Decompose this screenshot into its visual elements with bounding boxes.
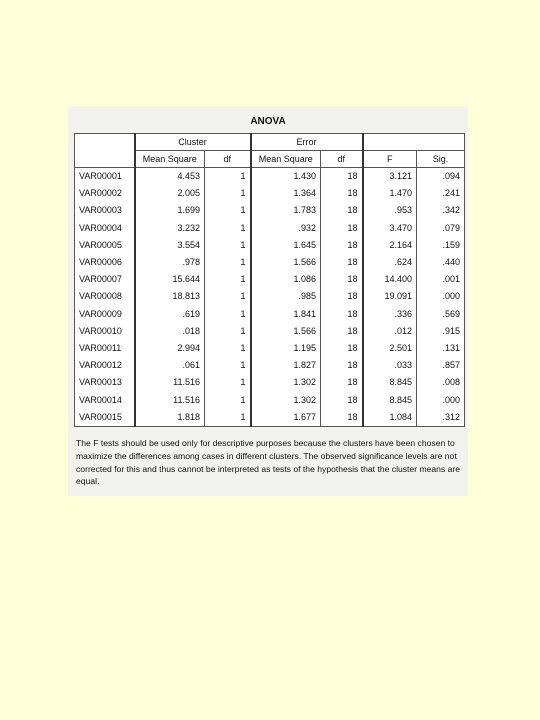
cell-cluster-mean-square: 18.813: [135, 288, 205, 305]
cell-f: .012: [363, 323, 417, 340]
table-row: [75, 391, 465, 408]
row-variable-label: VAR00006: [75, 254, 135, 271]
cell-sig: .079: [417, 220, 465, 237]
cell-f: 3.470: [363, 220, 417, 237]
cell-f: 2.501: [363, 340, 417, 357]
row-label-header: [75, 134, 135, 168]
cell-error-mean-square: 1.566: [251, 254, 321, 271]
cell-error-mean-square: 1.566: [251, 323, 321, 340]
cell-cluster-df: 1: [205, 254, 251, 271]
row-variable-label: VAR00004: [75, 220, 135, 237]
cell-error-mean-square: 1.645: [251, 237, 321, 254]
cell-error-mean-square: 1.302: [251, 391, 321, 408]
cell-error-df: 18: [321, 185, 363, 202]
row-variable-label: VAR00015: [75, 409, 135, 427]
row-variable-label: VAR00003: [75, 202, 135, 219]
row-variable-label: VAR00013: [75, 374, 135, 391]
table-row: [75, 168, 465, 186]
table-row: [75, 237, 465, 254]
row-variable-label: VAR00010: [75, 323, 135, 340]
cell-sig: .569: [417, 306, 465, 323]
table-row: [75, 323, 465, 340]
cell-cluster-mean-square: 15.644: [135, 271, 205, 288]
cell-cluster-df: 1: [205, 357, 251, 374]
col-header-error-mean-square: Mean Square: [251, 151, 321, 168]
cell-f: 1.470: [363, 185, 417, 202]
cell-error-mean-square: 1.841: [251, 306, 321, 323]
cell-cluster-mean-square: 11.516: [135, 391, 205, 408]
cell-error-df: 18: [321, 220, 363, 237]
cell-sig: .000: [417, 288, 465, 305]
cell-cluster-df: 1: [205, 374, 251, 391]
row-variable-label: VAR00001: [75, 168, 135, 186]
table-title: ANOVA: [250, 116, 286, 127]
error-group-header: Error: [251, 134, 363, 151]
cell-error-mean-square: 1.195: [251, 340, 321, 357]
cell-cluster-df: 1: [205, 271, 251, 288]
footnote: The F tests should be used only for descriptive purposes because the clusters have been chosen to maximize the differences among cases in different clusters. The observed significance levels are not corrected for this and thus cannot be interpreted as tests of the hypothesis that the cluster means are equal.: [76, 438, 461, 487]
cell-cluster-df: 1: [205, 237, 251, 254]
cell-cluster-mean-square: 2.005: [135, 185, 205, 202]
cell-f: 2.164: [363, 237, 417, 254]
col-header-cluster-df: df: [205, 151, 251, 168]
cell-sig: .342: [417, 202, 465, 219]
row-variable-label: VAR00011: [75, 340, 135, 357]
cell-error-df: 18: [321, 288, 363, 305]
group-header-row: [75, 134, 465, 151]
table-row: [75, 340, 465, 357]
col-header-f: F: [363, 151, 417, 168]
cell-cluster-df: 1: [205, 409, 251, 427]
cell-error-df: 18: [321, 357, 363, 374]
cell-f: 8.845: [363, 391, 417, 408]
cell-sig: .440: [417, 254, 465, 271]
cell-sig: .915: [417, 323, 465, 340]
cluster-group-header: Cluster: [135, 134, 251, 151]
cell-sig: .159: [417, 237, 465, 254]
cell-cluster-mean-square: 3.554: [135, 237, 205, 254]
cell-f: 1.084: [363, 409, 417, 427]
cell-error-df: 18: [321, 306, 363, 323]
table-row: [75, 374, 465, 391]
row-variable-label: VAR00009: [75, 306, 135, 323]
table-row: [75, 220, 465, 237]
anova-table-body: [75, 168, 465, 427]
cell-cluster-df: 1: [205, 220, 251, 237]
cell-cluster-df: 1: [205, 306, 251, 323]
cell-error-mean-square: .985: [251, 288, 321, 305]
cell-cluster-df: 1: [205, 168, 251, 186]
row-variable-label: VAR00012: [75, 357, 135, 374]
cell-error-mean-square: 1.364: [251, 185, 321, 202]
cell-cluster-mean-square: .018: [135, 323, 205, 340]
cell-f: .336: [363, 306, 417, 323]
cell-cluster-mean-square: 1.699: [135, 202, 205, 219]
cell-error-df: 18: [321, 168, 363, 186]
cell-sig: .857: [417, 357, 465, 374]
cell-sig: .001: [417, 271, 465, 288]
cell-cluster-df: 1: [205, 202, 251, 219]
cell-error-mean-square: 1.827: [251, 357, 321, 374]
cell-f: 19.091: [363, 288, 417, 305]
cell-f: 14.400: [363, 271, 417, 288]
cell-sig: .241: [417, 185, 465, 202]
row-variable-label: VAR00014: [75, 391, 135, 408]
cell-error-mean-square: 1.086: [251, 271, 321, 288]
cell-sig: .094: [417, 168, 465, 186]
cell-error-df: 18: [321, 202, 363, 219]
cell-sig: .008: [417, 374, 465, 391]
table-row: [75, 306, 465, 323]
cell-error-df: 18: [321, 374, 363, 391]
cell-f: .953: [363, 202, 417, 219]
cell-error-mean-square: 1.302: [251, 374, 321, 391]
cell-cluster-df: 1: [205, 391, 251, 408]
anova-table: [74, 133, 465, 427]
f-sig-group-header: [363, 134, 465, 151]
cell-f: 3.121: [363, 168, 417, 186]
row-variable-label: VAR00008: [75, 288, 135, 305]
cell-error-df: 18: [321, 237, 363, 254]
cell-error-mean-square: 1.677: [251, 409, 321, 427]
cell-f: .624: [363, 254, 417, 271]
cell-cluster-mean-square: 1.818: [135, 409, 205, 427]
cell-cluster-mean-square: 4.453: [135, 168, 205, 186]
cell-error-df: 18: [321, 340, 363, 357]
cell-error-df: 18: [321, 323, 363, 340]
col-header-error-df: df: [321, 151, 363, 168]
cell-cluster-mean-square: 11.516: [135, 374, 205, 391]
cell-error-mean-square: 1.783: [251, 202, 321, 219]
cell-error-df: 18: [321, 409, 363, 427]
cell-error-df: 18: [321, 254, 363, 271]
table-row: [75, 202, 465, 219]
cell-f: 8.845: [363, 374, 417, 391]
anova-output-panel: [68, 106, 468, 496]
cell-error-mean-square: .932: [251, 220, 321, 237]
cell-error-mean-square: 1.430: [251, 168, 321, 186]
table-row: [75, 271, 465, 288]
cell-cluster-mean-square: 2.994: [135, 340, 205, 357]
table-row: [75, 185, 465, 202]
cell-cluster-df: 1: [205, 185, 251, 202]
cell-cluster-df: 1: [205, 340, 251, 357]
cell-sig: .312: [417, 409, 465, 427]
row-variable-label: VAR00002: [75, 185, 135, 202]
table-row: [75, 254, 465, 271]
cell-error-df: 18: [321, 271, 363, 288]
cell-sig: .000: [417, 391, 465, 408]
cell-cluster-mean-square: .061: [135, 357, 205, 374]
col-header-cluster-mean-square: Mean Square: [135, 151, 205, 168]
cell-sig: .131: [417, 340, 465, 357]
cell-cluster-mean-square: .619: [135, 306, 205, 323]
table-row: [75, 288, 465, 305]
table-row: [75, 357, 465, 374]
cell-cluster-df: 1: [205, 288, 251, 305]
table-row: [75, 409, 465, 427]
cell-cluster-df: 1: [205, 323, 251, 340]
row-variable-label: VAR00007: [75, 271, 135, 288]
row-variable-label: VAR00005: [75, 237, 135, 254]
col-header-sig: Sig.: [417, 151, 465, 168]
cell-error-df: 18: [321, 391, 363, 408]
cell-cluster-mean-square: 3.232: [135, 220, 205, 237]
cell-cluster-mean-square: .978: [135, 254, 205, 271]
cell-f: .033: [363, 357, 417, 374]
